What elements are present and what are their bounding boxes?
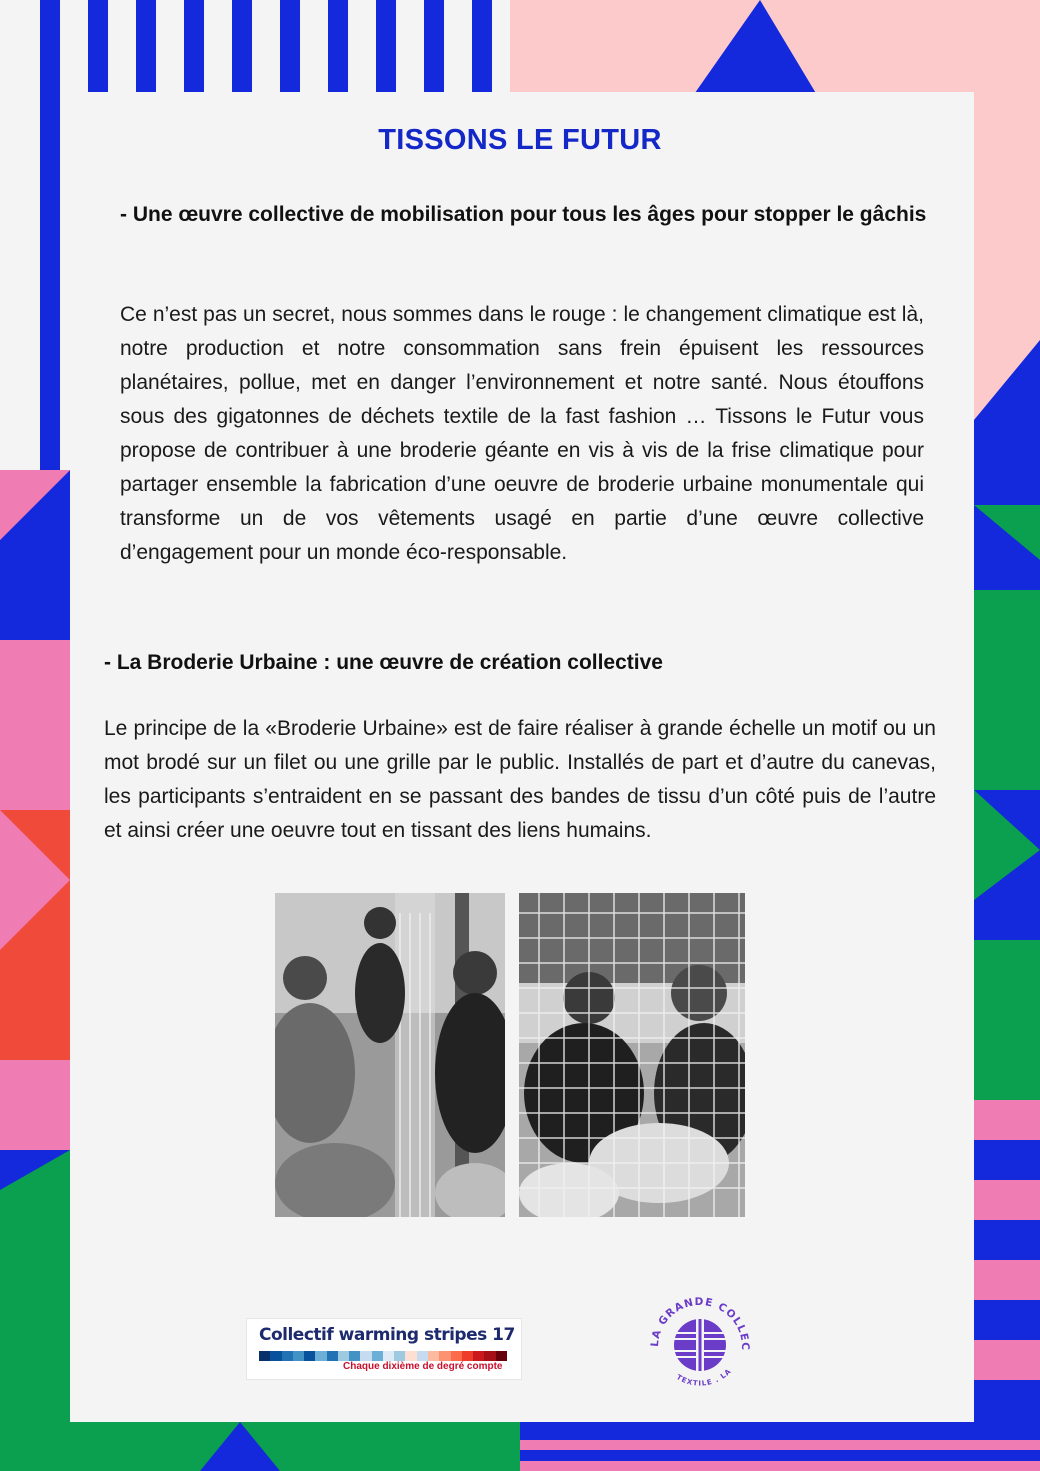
warming-stripes-logo-title: Collectif warming stripes 17 — [259, 1325, 515, 1345]
collecte-ring-text: LA GRANDE COLLEC — [648, 1295, 752, 1352]
section-2-heading: - La Broderie Urbaine : une œuvre de création collective — [104, 651, 663, 674]
collecte-sub-text: TEXTILE . LA — [675, 1367, 734, 1388]
embroidery-photo-left — [275, 893, 505, 1217]
section-1-body: Ce n’est pas un secret, nous sommes dans le rouge : le changement climatique est là, notre production et notre consommation sans frein épuisent les ressources planétaires, pollue, met en danger l’environnement et notre santé. Nous étouffons sous des gigatonnes de déchets textile de la fast fashion … Tissons le Futur vous propose de contribuer à une broderie géante en vis à vis de la frise climatique pour partager ensemble la fabrication d’une oeuvre de broderie urbaine monumentale qui transforme un de vos vêtements usagé en partie d’une œuvre collective d’engagement pour un monde éco-responsable. — [120, 303, 924, 564]
page-title: TISSONS LE FUTUR — [378, 124, 662, 156]
la-grande-collecte-logo — [640, 1283, 760, 1403]
warming-stripes-logo-tagline: Chaque dixième de degré compte — [343, 1361, 503, 1372]
warming-stripes-bar — [259, 1351, 507, 1361]
embroidery-photo-right — [519, 893, 745, 1217]
section-1-heading: - Une œuvre collective de mobilisation pour tous les âges pour stopper le gâchis — [120, 203, 927, 226]
section-2-body: Le principe de la «Broderie Urbaine» est de faire réaliser à grande échelle un motif ou un mot brodé sur un filet ou une grille par le public. Installés de part et d’autre du canevas, les participants s’entraident en se passant des bandes de tissu d’un côté puis de l’autre et ainsi créer une oeuvre tout en tissant des liens humains. — [104, 717, 936, 842]
warming-stripes-logo — [246, 1318, 522, 1380]
